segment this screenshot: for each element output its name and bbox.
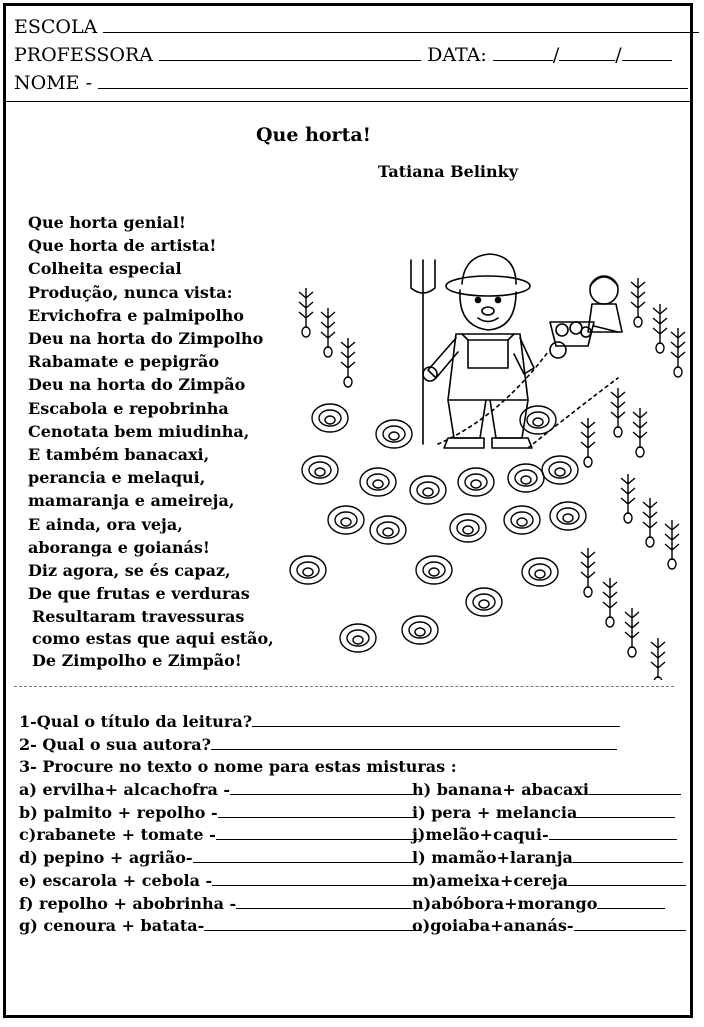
mixture-answer-field[interactable] [549, 825, 677, 840]
mixture-item [412, 848, 683, 867]
plant-icon [581, 418, 595, 467]
poem-line: Deu na horta do Zimpolho [28, 329, 264, 349]
mixture-label: h) banana+ abacaxi [412, 780, 589, 799]
mixture-label: d) pepino + agrião- [19, 848, 193, 868]
mixture-label: c)rabanete + tomate - [19, 825, 216, 845]
question-1-answer-field[interactable] [252, 712, 620, 727]
mixture-item [19, 871, 422, 890]
poem-line: Que horta genial! [28, 213, 186, 232]
plant-icon [603, 578, 617, 627]
date-separator: / [552, 44, 560, 66]
farmer-icon [423, 254, 534, 448]
mixture-answer-field[interactable] [577, 803, 675, 818]
mixture-answer-field[interactable] [230, 780, 416, 795]
cabbage-icon [312, 404, 348, 432]
mixture-label: j)melão+caqui- [412, 825, 549, 845]
poem-line: Escabola e repobrinha [28, 398, 229, 418]
mixture-answer-field[interactable] [236, 894, 412, 909]
mixture-label: o)goiaba+ananás- [412, 916, 574, 936]
poem-line: Colheita especial [28, 259, 182, 279]
mixture-item [19, 848, 417, 867]
mixture-answer-field[interactable] [204, 916, 422, 931]
mixture-item [19, 825, 420, 844]
mixture-label: i) pera + melancia [412, 802, 578, 822]
cabbage-icon [376, 420, 412, 448]
mixture-item [412, 803, 675, 822]
professora-field[interactable] [159, 45, 421, 61]
poem-line: como estas que aqui estão, [32, 629, 274, 648]
poem-line: De que frutas e verduras [28, 584, 250, 604]
mixture-label: l) mamão+laranja [412, 848, 573, 868]
poem-line: Diz agora, se és capaz, [28, 561, 231, 581]
mixture-label: a) ervilha+ alcachofra - [19, 780, 231, 799]
section-divider [14, 686, 674, 687]
plant-icon [633, 408, 647, 457]
escola-label: ESCOLA [14, 16, 98, 38]
data-year-field[interactable] [622, 45, 672, 61]
cabbage-icon [360, 468, 396, 496]
plant-icon [321, 308, 335, 357]
cabbage-icon [450, 514, 486, 542]
question-3: 3- Procure no texto o nome para estas misturas : [19, 757, 457, 776]
mixture-label: b) palmito + repolho - [19, 802, 218, 822]
poem-line: mamaranja e ameireja, [28, 491, 235, 511]
escola-field[interactable] [103, 17, 699, 33]
pitchfork-icon [411, 260, 435, 444]
mixture-answer-field[interactable] [218, 803, 414, 818]
plant-icon [665, 520, 679, 569]
mixture-answer-field[interactable] [212, 871, 422, 886]
question-1 [19, 712, 620, 731]
mixture-label: f) repolho + abobrinha - [19, 893, 237, 913]
cabbage-icon [410, 476, 446, 504]
plant-icon [651, 638, 665, 680]
child-wheelbarrow-icon [550, 276, 622, 358]
poem-line: Deu na horta do Zimpão [28, 375, 246, 395]
plant-icon [625, 608, 639, 657]
date-separator: / [615, 44, 622, 66]
question-2 [19, 735, 617, 754]
professora-row [14, 44, 672, 66]
plant-icon [611, 388, 625, 437]
poem-line: Produção, nunca vista: [28, 282, 233, 302]
plant-icon [643, 498, 657, 547]
mixture-item [19, 803, 414, 822]
cabbage-icon [416, 556, 452, 584]
mixture-answer-field[interactable] [573, 848, 683, 863]
cabbage-icon [290, 556, 326, 584]
data-label: DATA: [427, 44, 487, 66]
mixture-item [412, 871, 686, 890]
mixture-item [412, 916, 686, 935]
question-2-text: 2- Qual o sua autora? [19, 735, 211, 754]
mixture-label: n)abóbora+morango [412, 893, 598, 913]
cabbage-icon [328, 506, 364, 534]
poem-line: Resultaram travessuras [32, 607, 245, 626]
question-1-text: 1-Qual o título da leitura? [19, 712, 253, 731]
cabbage-icon [522, 558, 558, 586]
cabbage-icon [504, 506, 540, 534]
plant-icon [581, 548, 595, 597]
mixture-answer-field[interactable] [193, 848, 417, 863]
poem-line: De Zimpolho e Zimpão! [32, 651, 242, 670]
mixture-answer-field[interactable] [568, 871, 686, 886]
plant-icon [621, 474, 635, 523]
mixture-item [412, 894, 665, 913]
poem-line: Cenotata bem miudinha, [28, 421, 250, 441]
professora-label: PROFESSORA [14, 44, 154, 66]
poem-line: Rabamate e pepigrão [28, 352, 220, 372]
poem-line: E ainda, ora veja, [28, 514, 183, 534]
plant-icon [631, 278, 645, 327]
mixture-answer-field[interactable] [216, 825, 420, 840]
cabbage-icon [508, 464, 544, 492]
mixture-label: m)ameixa+cereja [412, 870, 569, 890]
poem-author: Tatiana Belinky [378, 162, 519, 181]
poem-line: E também banacaxi, [28, 445, 210, 465]
poem-line: perancia e melaqui, [28, 468, 206, 488]
mixture-answer-field[interactable] [597, 894, 665, 909]
cabbage-icon [340, 624, 376, 652]
question-2-answer-field[interactable] [211, 735, 617, 750]
poem-text [28, 211, 263, 605]
mixture-item [19, 780, 416, 799]
poem-line: aboranga e goianás! [28, 537, 210, 557]
plant-icon [653, 304, 667, 353]
nome-row [14, 72, 688, 94]
cabbage-icon [466, 588, 502, 616]
nome-field[interactable] [98, 73, 688, 89]
mixture-answer-field[interactable] [589, 780, 681, 795]
mixture-label: e) escarola + cebola - [19, 870, 213, 890]
mixture-item [19, 916, 422, 935]
plant-icon [671, 328, 685, 377]
cabbage-icon [542, 456, 578, 484]
cabbage-icon [458, 468, 494, 496]
data-month-field[interactable] [559, 45, 615, 61]
escola-row [14, 16, 699, 38]
header-divider [6, 101, 690, 102]
cabbage-icon [370, 516, 406, 544]
mixture-answer-field[interactable] [574, 916, 686, 931]
nome-label: NOME - [14, 72, 92, 94]
poem-text-end [32, 606, 274, 672]
mixture-item [19, 894, 412, 913]
poem-line: Ervichofra e palmipolho [28, 305, 244, 325]
poem-title: Que horta! [256, 124, 371, 146]
farmer-garden-illustration [288, 248, 692, 680]
mixture-item [412, 780, 681, 799]
mixture-label: g) cenoura + batata- [19, 916, 205, 936]
cabbage-icon [550, 502, 586, 530]
cabbage-icon [402, 616, 438, 644]
plant-icon [341, 338, 355, 387]
plant-icon [299, 288, 313, 337]
cabbage-icon [302, 456, 338, 484]
poem-line: Que horta de artista! [28, 236, 217, 256]
data-day-field[interactable] [493, 45, 553, 61]
worksheet-page [3, 3, 693, 1018]
mixture-item [412, 825, 677, 844]
